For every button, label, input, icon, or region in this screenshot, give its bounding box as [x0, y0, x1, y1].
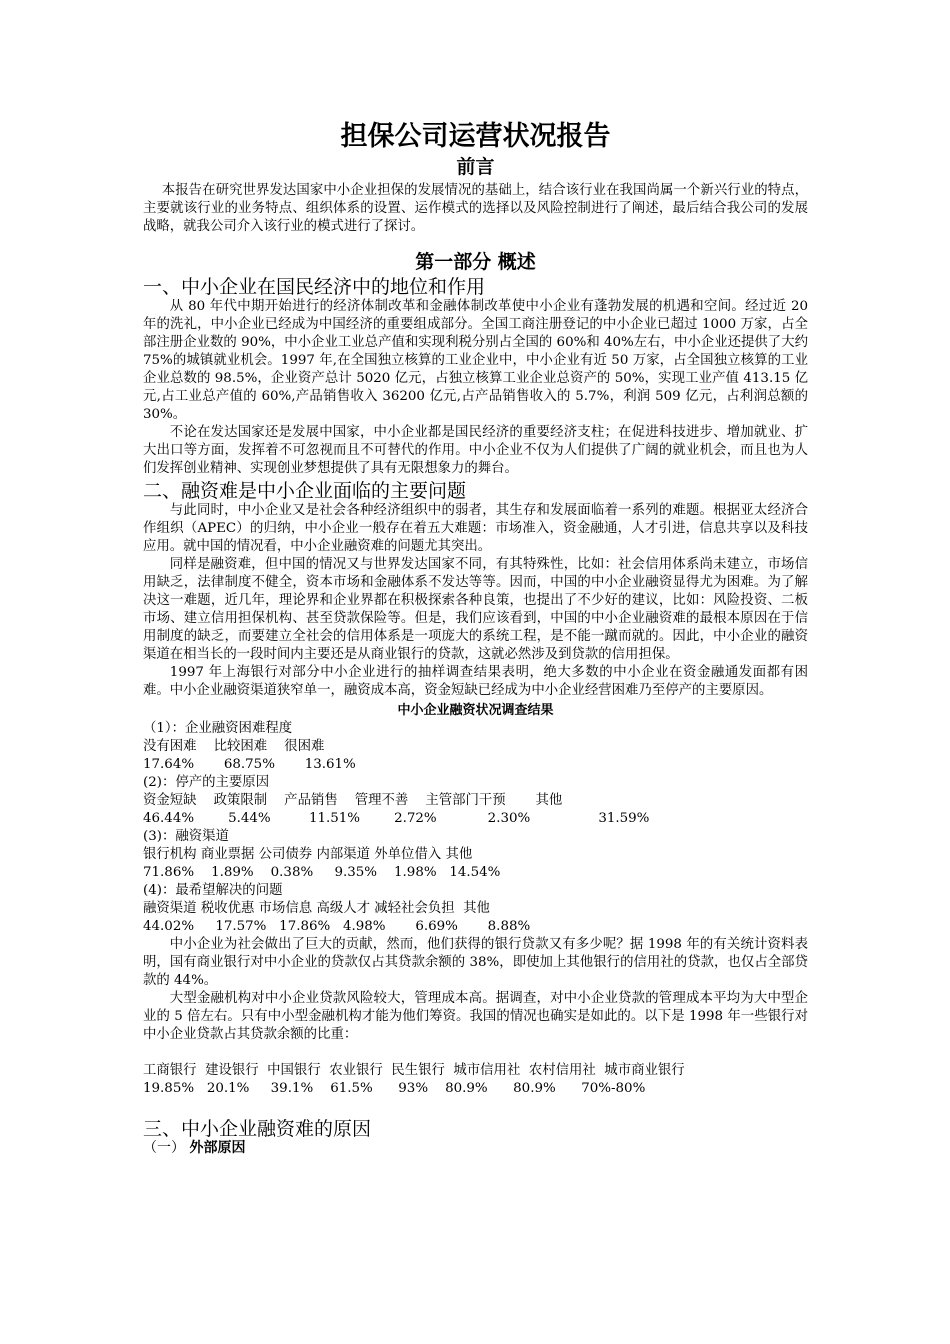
survey-row: 银行机构 商业票据 公司债券 内部渠道 外单位借入 其他 [143, 847, 473, 862]
survey-row: 17.64% 68.75% 13.61% [143, 757, 356, 772]
spacer [143, 1044, 808, 1062]
section-2-paragraph-5: 大型金融机构对中小企业贷款风险较大，管理成本高。据调查，对中小企业贷款的管理成本平均为大中型企业的 5 倍左右。只有中小型金融机构才能为他们筹资。我国的情况也确实是如此的。以下是 1998 年一些银行对中小企业贷款占其贷款余额的比重： [143, 991, 808, 1042]
section-2-paragraph-2: 同样是融资难，但中国的情况又与世界发达国家不同，有其特殊性，比如：社会信用体系尚未建立，市场信用缺乏，法律制度不健全，资本市场和金融体系不发达等等。因而，中国的中小企业融资显得尤为困难。为了解决这一难题，近几年，理论界和企业界都在积极探索各种良策，也提出了不少好的建议，比如：风险投资、二板市场、建立信用担保机构、甚至贷款保险等。但是，我们应该看到，中国的中小企业融资难的最根本原因在于信用制度的缺乏，而要建立全社会的信用体系是一项庞大的系统工程，是不能一蹴而就的。因此，中小企业的融资渠道在相当长的一段时间内主要还是从商业银行的贷款，这就必然涉及到贷款的信用担保。 [143, 557, 808, 662]
bank-values-row: 19.85% 20.1% 39.1% 61.5% 93% 80.9% 80.9% 70%-80% [143, 1081, 646, 1096]
section-2-paragraph-3: 1997 年上海银行对部分中小企业进行的抽样调查结果表明，绝大多数的中小企业在资金融通发面都有困难。中小企业融资渠道狭窄单一，融资成本高，资金短缺已经成为中小企业经营困难乃至停产的主要原因。 [143, 665, 808, 698]
section-2-heading: 二、融资难是中小企业面临的主要问题 [143, 480, 467, 502]
survey-row: 资金短缺 政策限制 产品销售 管理不善 主管部门干预 其他 [143, 793, 563, 808]
document-title: 担保公司运营状况报告 [340, 121, 611, 152]
survey-row: 没有困难 比较困难 很困难 [143, 739, 325, 754]
bank-loan-ratios [143, 1062, 808, 1098]
survey-row: (4)：最希望解决的问题 [143, 883, 283, 898]
section-3-heading: 三、中小企业融资难的原因 [143, 1118, 372, 1140]
survey-title: 中小企业融资状况调查结果 [397, 703, 554, 718]
survey-results [143, 720, 808, 936]
bank-names-row: 工商银行 建设银行 中国银行 农业银行 民生银行 城市信用社 农村信用社 城市商业银行 [143, 1063, 685, 1078]
part-one-heading: 第一部分 概述 [415, 251, 536, 273]
section-2-paragraph-1: 与此同时，中小企业又是社会各种经济组织中的弱者，其生存和发展面临着一系列的难题。根据亚太经济合作组织（APEC）的归纳，中小企业一般存在着五大难题：市场准入，资金融通，人才引进，信息共享以及科技应用。就中国的情况看，中小企业融资难的问题尤其突出。 [143, 503, 808, 554]
survey-row: (3)：融资渠道 [143, 829, 229, 844]
survey-row: 46.44% 5.44% 11.51% 2.72% 2.30% 31.59% [143, 811, 650, 826]
survey-row: 44.02% 17.57% 17.86% 4.98% 6.69% 8.88% [143, 919, 531, 934]
section-2-paragraph-4: 中小企业为社会做出了巨大的贡献，然而，他们获得的银行贷款又有多少呢？据 1998 年的有关统计资料表明，国有商业银行对中小企业的贷款仅占其贷款余额的 38%，即使加上其他银行的信用社的贷款，也仅占全部贷款的 44%。 [143, 937, 808, 988]
subsection-heading [143, 1140, 808, 1157]
section-1-paragraph-2: 不论在发达国家还是发展中国家，中小企业都是国民经济的重要经济支柱；在促进科技进步、增加就业、扩大出口等方面，发挥着不可忽视而且不可替代的作用。中小企业不仅为人们提供了广阔的就业机会，而且也为人们发挥创业精神、实现创业梦想提供了具有无限想象力的舞台。 [143, 425, 808, 476]
section-1-heading: 一、中小企业在国民经济中的地位和作用 [143, 276, 486, 298]
subsection-label: 外部原因 [189, 1140, 246, 1156]
survey-row: (2)：停产的主要原因 [143, 775, 270, 790]
survey-row: 融资渠道 税收优惠 市场信息 高级人才 减轻社会负担 其他 [143, 901, 490, 916]
survey-row: 71.86% 1.89% 0.38% 9.35% 1.98% 14.54% [143, 865, 501, 880]
spacer [143, 1098, 808, 1116]
section-1-paragraph-1: 从 80 年代中期开始进行的经济体制改革和金融体制改革使中小企业有蓬勃发展的机遇和空间。经过近 20 年的洗礼，中小企业已经成为中国经济的重要组成部分。全国工商注册登记的中小企业已超过 1000 万家，占全部注册企业数的 90%，中小企业工业总产值和实现利税分别占全国的 60%和 40%左右，中小企业还提供了大约 75%的城镇就业机会。1997 年,在全国独立核算的工业企业中，中小企业有近 50 万家，占全国独立核算的工业企业总数的 98.5%，企业资产总计 5020 亿元，占独立核算工业企业总资产的 50%，实现工业产值 413.15 亿元,占工业总产值的 60%,产品销售收入 36200 亿元,占产品销售收入的 5.7%，利润 509 亿元，占利润总额的 30%。 [143, 299, 808, 422]
preface-heading: 前言 [456, 156, 495, 178]
preface-paragraph: 本报告在研究世界发达国家中小企业担保的发展情况的基础上，结合该行业在我国尚属一个新兴行业的特点，主要就该行业的业务特点、组织体系的设置、运作模式的选择以及风险控制进行了阐述，最后结合我公司的发展战略，就我公司介入该行业的模式进行了探讨。 [143, 183, 808, 234]
document-page [143, 118, 808, 1157]
subsection-number: （一） [143, 1140, 185, 1156]
survey-row: （1）：企业融资困难程度 [143, 721, 293, 736]
